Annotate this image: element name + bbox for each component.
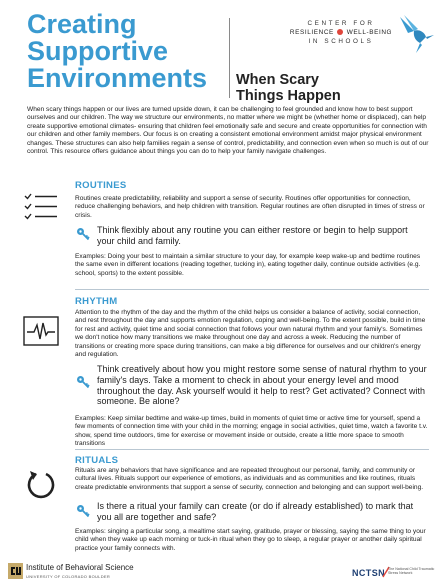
- title-divider: [229, 18, 230, 98]
- key-icon: [76, 504, 90, 518]
- nctsn-logo: NCTSN: [352, 568, 385, 578]
- rituals-heading: RITUALS: [75, 455, 119, 466]
- routines-prompt: Think flexibly about any routine you can either restore or begin to help support your child and family.: [97, 225, 408, 246]
- title-line-3: Environments: [27, 63, 208, 93]
- key-icon: [76, 375, 90, 389]
- routines-examples: Examples: Doing your best to maintain a similar structure to your day, for example keep wake-up and bedtime routines the same even in different locations (reading together, tucking in), eating together daily, continue outside activities (e.g. school, sports) to the extent possible.: [75, 253, 421, 277]
- cu-logo-icon: [8, 563, 23, 579]
- heartbeat-icon: [23, 313, 59, 349]
- logo-line-2: [281, 29, 401, 36]
- routines-body: Routines create predictability, reliability and support a sense of security. Routines offer opportunities for connection, reduce challenging behaviors, and help children with transition. Regular routines are often disrupted in times of stress or crisis.: [75, 195, 425, 219]
- rhythm-body: Attention to the rhythm of the day and the rhythm of the child helps us consider a balance of activity, social connection, and rest throughout the day and supports emotion regulation, coping and well-being. To the extent possible, build in time for rest and activity, quiet time and social connection that follows your own natural rhythm and your family's. Sometimes we don't notice how many transitions we make throughout one day and across a week. Reducing the number of transitions or creating more space during transitions, can make a big difference for ourselves and our children's energy and regulation.: [75, 309, 426, 359]
- checklist-icon: [24, 192, 58, 222]
- university-name: UNIVERSITY OF COLORADO BOULDER: [26, 574, 111, 579]
- rituals-examples: Examples: singing a particular song, a mealtime start saying, gratitude, prayer or blessing, saying the same thing to your child when they wake up each morning or tuck-in ritual when they go to sleep, a regular prayer or another daily spiritual practice your family connects with.: [75, 528, 426, 552]
- title-line-1: Creating: [27, 9, 137, 39]
- rituals-prompt: Is there a ritual your family can create (or do if already established) to mark that you all are together and safe?: [97, 501, 414, 522]
- section-divider: [75, 449, 429, 450]
- rhythm-heading: RHYTHM: [75, 296, 118, 307]
- institute-name: Institute of Behavioral Science: [26, 563, 134, 572]
- routines-heading: ROUTINES: [75, 180, 127, 191]
- intro-paragraph: When scary things happen or our lives are turned upside down, it can be challenging to feel grounded and know how to best support ourselves and our children. The way we structure our environments, no matter where we might be (whether home or displaced), can help create supportive emotional climates- ensuring that children feel emotionally safe and secure and create opportunities for connection with our children and other family members. Our focus is on creating a consistent emotional environment amidst major physical environment changes. These structures can also help families regain a sense of control, predictability, and connection even when so much is out of our control. This resource offers guidance about things you can do to help your family navigate challenges.: [27, 106, 429, 156]
- center-logo: [281, 20, 401, 45]
- title-line-2: Supportive: [27, 36, 169, 66]
- rhythm-prompt: Think creatively about how you might restore some sense of natural rhythm to your family's days. Take a moment to check in about your energy level and mood throughout the day. Ask yourself would it help to rest? Get activated? Connect with someone. Be alone?: [97, 364, 427, 407]
- page-title: [27, 11, 227, 92]
- circular-arrow-icon: [24, 469, 56, 501]
- section-divider: [75, 289, 429, 290]
- logo-word-wellbeing: WELL-BEING: [346, 29, 393, 36]
- page-subtitle: [236, 72, 341, 104]
- logo-word-resilience: RESILIENCE: [289, 29, 334, 36]
- logo-line-3: IN SCHOOLS: [308, 38, 374, 45]
- subtitle-line-1: When Scary: [236, 72, 319, 88]
- hummingbird-icon: [394, 13, 436, 55]
- logo-line-1: CENTER FOR: [307, 20, 375, 27]
- key-icon: [76, 227, 90, 241]
- rhythm-examples: Examples: Keep similar bedtime and wake-up times, build in moments of quiet time or active time for yourself, spend a few moments of connection time with your child in the morning; engage in social activities, quiet time, watch a favorite t.v. show, spend time outdoors, time for exercise or movement inside or outside, create a little more space to smooth transitions: [75, 415, 428, 448]
- rituals-body: Rituals are any behaviors that have significance and are repeated throughout our personal, family, and community or cultural lives. Rituals support our experience of emotions, as individuals and as communities and like routines, rituals create predictable environments that support a sense of security, connection and belonging and can support well-being.: [75, 467, 424, 491]
- subtitle-line-2: Things Happen: [236, 88, 341, 104]
- logo-dot-icon: [337, 29, 343, 35]
- nctsn-subtitle: The National Child Traumatic Stress Network: [388, 567, 435, 575]
